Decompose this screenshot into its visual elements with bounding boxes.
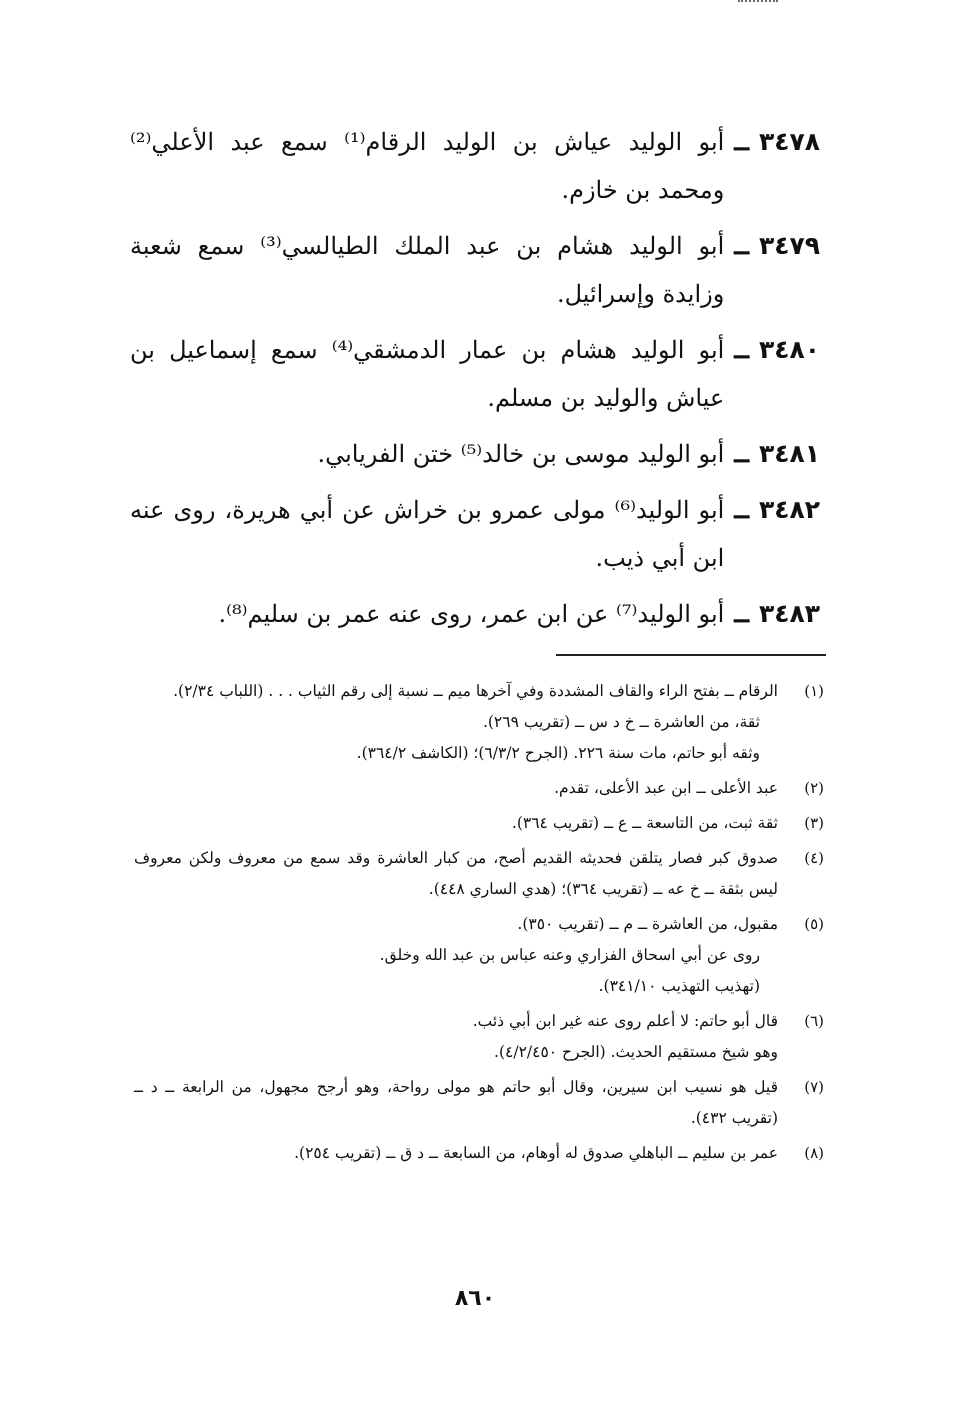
footnote-line: وثقه أبو حاتم، مات سنة ٢٢٦. (الجرح ٦/٣/٢)؛ (الكاشف ٣٦٤/٢). [356,744,760,762]
footnote-line: ثقة، من العاشرة ــ خ د س ــ (تقريب ٢٦٩). [482,713,760,731]
footnote-1 [134,676,824,769]
footnote-body [134,1138,778,1169]
footnote-line: ثقة ثبت، من التاسعة ــ ع ــ (تقريب ٣٦٤). [511,814,778,832]
footnote-line: صدوق كبر فصار يتلقن فحديثه القديم أصح، من كبار العاشرة وقد سمع من معروف ولكن معروف ليس بثقة ــ خ عه ــ (تقريب ٣٦٤)؛ (هدي الساري ٤٤٨). [134,849,778,898]
entry-dash: ــ [734,231,749,260]
biography-entries [130,118,820,646]
footnote-line: (تهذيب التهذيب ٣٤١/١٠). [598,977,760,995]
footnote-5 [134,909,824,1002]
footnote-line: قال أبو حاتم: لا أعلم روى عنه غير ابن أبي ذئب. [472,1012,778,1030]
entry-number: ٣٤٨٣ [758,599,820,628]
footnote-line: عمر بن سليم ــ الباهلي صدوق له أوهام، من السابعة ــ د ق ــ (تقريب ٢٥٤). [294,1144,778,1162]
footnote-3 [134,808,824,839]
entry-number: ٣٤٨٢ [758,495,820,524]
entry-number: ٣٤٨١ [758,439,820,468]
footnote-line: قيل هو نسيب ابن سيرين، وقال أبو حاتم هو مولى رواحة، وهو أرجح مجهول، من الرابعة ــ د ــ (تقريب ٤٣٢). [134,1078,778,1127]
entry-3480 [130,326,820,422]
entry-text: أبو الوليد موسى بن خالد⁽⁵⁾ ختن الفريابي. [317,440,725,468]
footnote-number: (٥) [804,915,824,933]
entry-number: ٣٤٨٠ [758,335,820,364]
entry-3478 [130,118,820,214]
entry-number: ٣٤٧٨ [758,127,820,156]
entry-text: أبو الوليد هشام بن عمار الدمشقي⁽⁴⁾ سمع إسماعيل بن عياش والوليد بن مسلم. [130,336,725,412]
footnote-body [134,1072,778,1134]
entry-text: أبو الوليد هشام بن عبد الملك الطيالسي⁽³⁾ سمع شعبة وزايدة وإسرائيل. [130,232,725,308]
footnote-line: مقبول، من العاشرة ــ م ــ (تقريب ٣٥٠). [517,915,778,933]
scan-mark [738,0,778,2]
footnote-number: (٤) [804,849,824,867]
footnote-number: (٦) [804,1012,824,1030]
footnote-line: عبد الأعلى ــ ابن عبد الأعلى، تقدم. [554,779,778,797]
footnote-separator [556,654,826,656]
footnote-4 [134,843,824,905]
page-number: ٨٦٠ [454,1286,496,1311]
footnote-number: (٧) [804,1078,824,1096]
footnote-6 [134,1006,824,1068]
entry-dash: ــ [734,335,749,364]
footnote-number: (١) [804,682,824,700]
footnote-8 [134,1138,824,1169]
footnotes [134,676,824,1173]
footnote-number: (٨) [804,1144,824,1162]
entry-number: ٣٤٧٩ [758,231,820,260]
footnote-line: وهو شيخ مستقيم الحديث. (الجرح ٤/٢/٤٥٠). [494,1043,778,1061]
footnote-body [134,1006,778,1068]
entry-text: أبو الوليد⁽⁶⁾ مولى عمرو بن خراش عن أبي هريرة، روى عنه ابن أبي ذيب. [130,496,725,572]
footnote-line: الرقام ــ بفتح الراء والقاف المشددة وفي آخرها ميم ــ نسبة إلى رقم الثياب . . . (اللباب ٢/٣٤). [173,682,778,700]
entry-dash: ــ [734,495,749,524]
entry-text: أبو الوليد⁽⁷⁾ عن ابن عمر، روى عنه عمر بن سليم⁽⁸⁾. [218,600,725,628]
entry-3483 [130,590,820,638]
entry-3481 [130,430,820,478]
footnote-7 [134,1072,824,1134]
entry-3479 [130,222,820,318]
footnote-body [134,676,778,769]
footnote-body [134,843,778,905]
entry-dash: ــ [734,127,749,156]
footnote-number: (٢) [804,779,824,797]
entry-3482 [130,486,820,582]
footnote-2 [134,773,824,804]
entry-dash: ــ [734,439,749,468]
footnote-number: (٣) [804,814,824,832]
footnote-body [134,909,778,1002]
footnote-body [134,808,778,839]
footnote-body [134,773,778,804]
footnote-line: روى عن أبي اسحاق الفزاري وعنه عباس بن عبد الله وخلق. [379,946,760,964]
entry-text: أبو الوليد عياش بن الوليد الرقام⁽¹⁾ سمع عبد الأعلي⁽²⁾ ومحمد بن خازم. [130,128,725,204]
entry-dash: ــ [734,599,749,628]
